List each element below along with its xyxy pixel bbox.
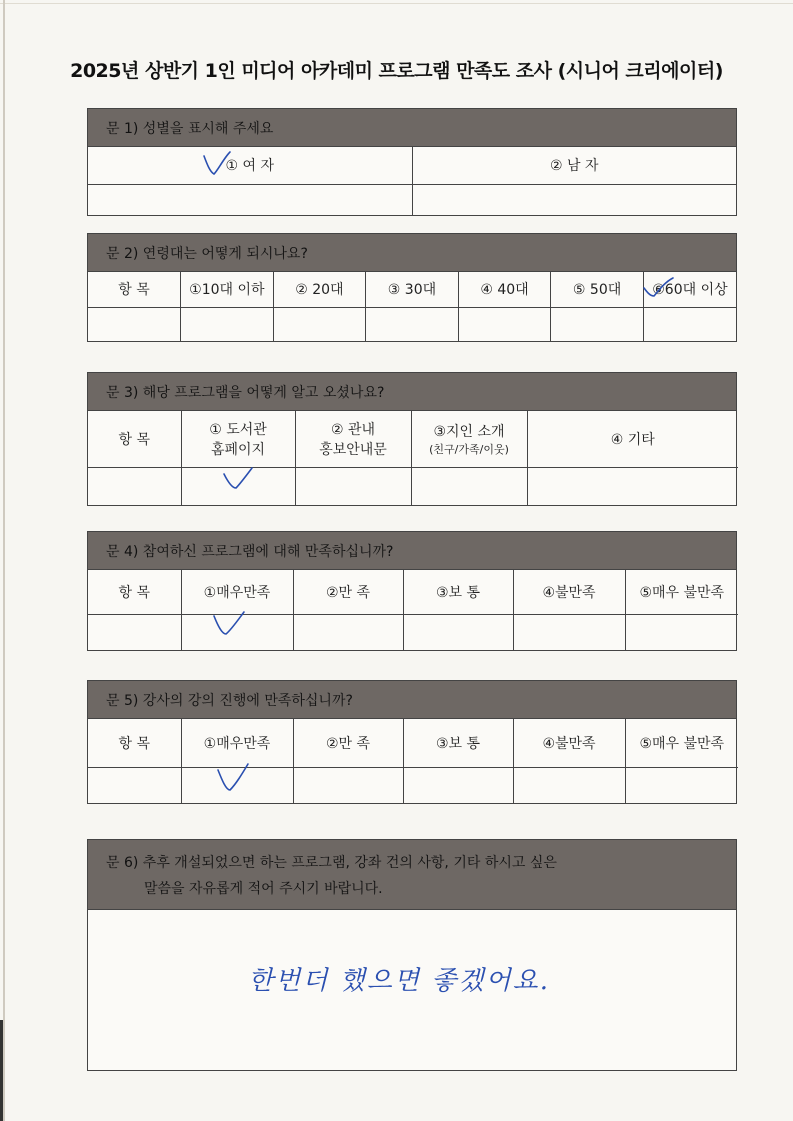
option-line: 홈페이지 (210, 441, 266, 458)
option-library-homepage[interactable] (181, 411, 295, 467)
row-label: 항 목 (88, 719, 181, 767)
answer-cell[interactable] (295, 467, 411, 505)
option-line: ④ 기타 (610, 431, 655, 448)
option-teens[interactable]: ①10대 이하 (181, 272, 274, 307)
option-neutral[interactable]: ③보 통 (403, 719, 513, 767)
answer-cell[interactable] (551, 307, 644, 341)
answer-cell[interactable] (293, 767, 403, 803)
answer-cell[interactable] (366, 307, 459, 341)
question-1 (87, 108, 737, 216)
question-6-line: 말씀을 자유롭게 적어 주시기 바랍니다. (144, 881, 383, 897)
answer-cell[interactable] (412, 184, 736, 215)
option-40s[interactable]: ④ 40대 (458, 272, 551, 307)
question-2-table (88, 272, 736, 341)
option-20s[interactable]: ② 20대 (273, 272, 366, 307)
page-edge (3, 0, 5, 1121)
option-local-flyer[interactable] (295, 411, 411, 467)
option-50s[interactable]: ⑤ 50대 (551, 272, 644, 307)
option-line: 홍보안내문 (319, 441, 387, 458)
answer-cell[interactable] (181, 307, 274, 341)
question-5 (87, 680, 737, 804)
option-60s-plus[interactable]: ⑥60대 이상 (643, 272, 736, 307)
option-line: ① 도서관 (209, 421, 267, 438)
answer-cell[interactable] (181, 767, 293, 803)
answer-cell[interactable] (527, 467, 738, 505)
answer-cell[interactable] (181, 614, 293, 650)
option-30s[interactable]: ③ 30대 (366, 272, 459, 307)
option-male[interactable]: ② 남 자 (412, 147, 736, 184)
option-other[interactable] (527, 411, 738, 467)
option-referral[interactable] (411, 411, 527, 467)
answer-cell[interactable] (458, 307, 551, 341)
option-line: ② 관내 (330, 421, 376, 438)
option-satisfied[interactable]: ②만 족 (293, 719, 403, 767)
answer-cell (88, 614, 181, 650)
option-very-dissatisfied[interactable]: ⑤매우 불만족 (625, 719, 738, 767)
page-edge (0, 3, 793, 4)
question-4 (87, 531, 737, 651)
answer-cell[interactable] (273, 307, 366, 341)
answer-cell[interactable] (411, 467, 527, 505)
row-label: 항 목 (88, 411, 181, 467)
row-label: 항 목 (88, 570, 181, 614)
answer-cell[interactable] (643, 307, 736, 341)
answer-cell[interactable] (181, 467, 295, 505)
answer-cell[interactable] (293, 614, 403, 650)
question-6-line: 문 6) 추후 개설되었으면 하는 프로그램, 강좌 건의 사항, 기타 하시고 싶은 (106, 855, 557, 871)
question-4-header: 문 4) 참여하신 프로그램에 대해 만족하십니까? (88, 532, 736, 570)
answer-cell[interactable] (513, 614, 625, 650)
page-edge (0, 1020, 3, 1121)
free-response-area[interactable] (88, 910, 736, 1070)
answer-cell[interactable] (403, 614, 513, 650)
option-satisfied[interactable]: ②만 족 (293, 570, 403, 614)
option-very-satisfied[interactable]: ①매우만족 (181, 719, 293, 767)
question-5-header: 문 5) 강사의 강의 진행에 만족하십니까? (88, 681, 736, 719)
option-neutral[interactable]: ③보 통 (403, 570, 513, 614)
option-very-dissatisfied[interactable]: ⑤매우 불만족 (625, 570, 738, 614)
answer-cell (88, 467, 181, 505)
option-female[interactable]: ① 여 자 (88, 147, 412, 184)
option-dissatisfied[interactable]: ④불만족 (513, 719, 625, 767)
answer-cell[interactable] (403, 767, 513, 803)
question-6-header (88, 840, 736, 910)
answer-cell[interactable] (625, 614, 738, 650)
question-5-table (88, 719, 738, 803)
question-3-header: 문 3) 해당 프로그램을 어떻게 알고 오셨나요? (88, 373, 736, 411)
answer-cell[interactable] (88, 184, 412, 215)
option-line: ③지인 소개 (433, 423, 505, 440)
answer-cell[interactable] (625, 767, 738, 803)
question-1-table (88, 147, 736, 215)
question-4-table (88, 570, 738, 650)
question-3-table (88, 411, 738, 505)
question-3 (87, 372, 737, 506)
option-line: (친구/가족/이웃) (429, 442, 509, 456)
option-very-satisfied[interactable]: ①매우만족 (181, 570, 293, 614)
row-label: 항 목 (88, 272, 181, 307)
handwritten-answer: 한번더 했으면 좋겠어요. (248, 966, 550, 996)
answer-cell (88, 767, 181, 803)
question-2 (87, 233, 737, 342)
option-dissatisfied[interactable]: ④불만족 (513, 570, 625, 614)
question-2-header: 문 2) 연령대는 어떻게 되시나요? (88, 234, 736, 272)
answer-cell[interactable] (513, 767, 625, 803)
question-6 (87, 839, 737, 1071)
survey-title: 2025년 상반기 1인 미디어 아카데미 프로그램 만족도 조사 (시니어 크리에이터) (70, 60, 723, 82)
answer-cell (88, 307, 181, 341)
question-1-header: 문 1) 성별을 표시해 주세요 (88, 109, 736, 147)
